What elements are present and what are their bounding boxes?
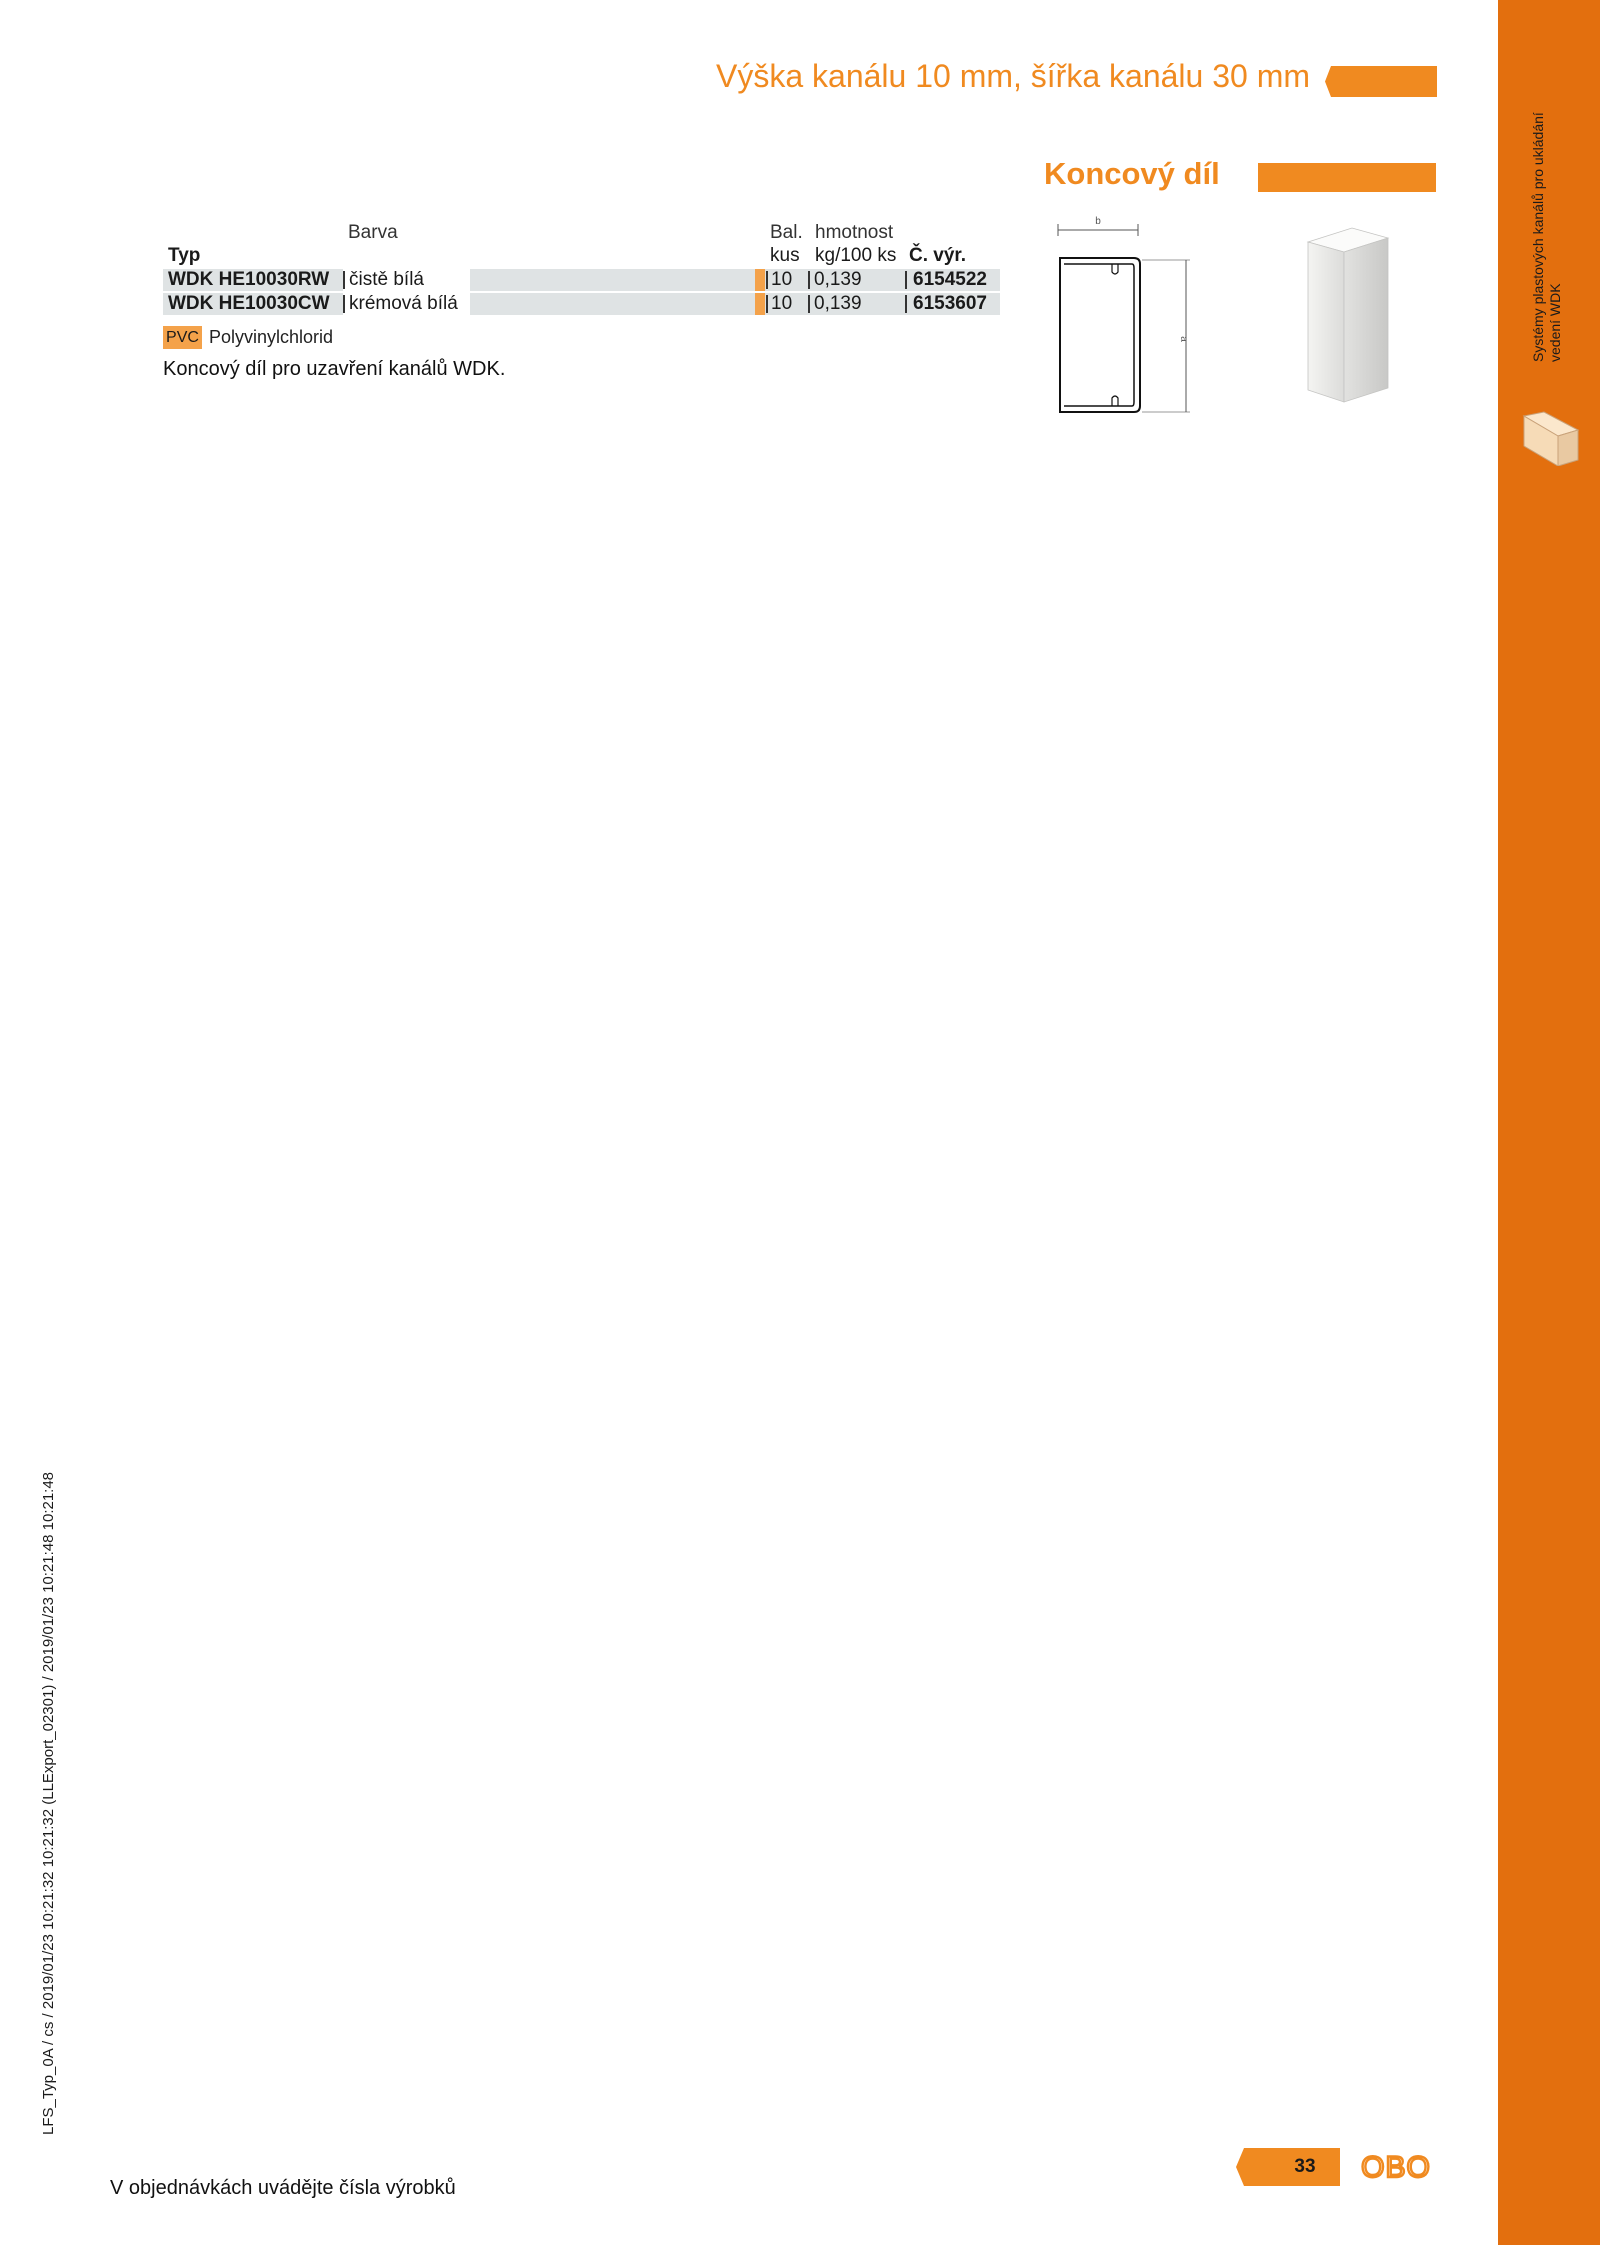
header-weight-2: kg/100 ks (815, 245, 897, 266)
svg-text:OBO: OBO (1361, 2151, 1431, 2182)
header-type: Typ (168, 245, 201, 266)
material-label: Polyvinylchlorid (209, 327, 334, 347)
cell-pack: 10 (771, 269, 793, 290)
print-metadata: LFS_Typ_0A / cs / 2019/01/23 10:21:32 10:21:32 (LLExport_02301) / 2019/01/23 10:21:48 10:21:48 (40, 1471, 57, 2135)
cell-separator (808, 271, 810, 289)
channel-thumbnail-icon (1520, 410, 1582, 466)
sidebar-title: Systémy plastových kanálů pro ukládání vedení WDK (1530, 112, 1563, 362)
header-pack-1: Bal. (770, 222, 803, 243)
cell-separator (766, 295, 768, 313)
cell-pack: 10 (771, 293, 793, 314)
obo-logo (1356, 2150, 1436, 2182)
dim-a-label: a (1178, 336, 1189, 342)
cell-color: krémová bílá (349, 293, 458, 314)
cell-separator (905, 295, 907, 313)
cell-article: 6153607 (913, 293, 987, 314)
table-row (163, 293, 1000, 315)
cell-separator (808, 295, 810, 313)
cell-weight: 0,139 (814, 293, 862, 314)
header-weight-1: hmotnost (815, 222, 894, 243)
product-photo (1300, 218, 1400, 408)
section-title-bar (1258, 163, 1436, 192)
page-header-title: Výška kanálu 10 mm, šířka kanálu 30 mm (715, 58, 1310, 94)
footer-note: V objednávkách uvádějte čísla výrobků (110, 2177, 456, 2199)
section-title: Koncový díl (1044, 156, 1220, 191)
cell-article: 6154522 (913, 269, 987, 290)
product-description: Koncový díl pro uzavření kanálů WDK. (163, 358, 506, 380)
technical-drawing (1050, 212, 1195, 417)
cell-separator (766, 271, 768, 289)
material-badge: PVC (163, 326, 202, 349)
table-row (163, 269, 1000, 291)
dim-b-label: b (1095, 216, 1101, 227)
header-article: Č. výr. (909, 245, 967, 266)
header-color: Barva (348, 222, 398, 243)
cell-separator (905, 271, 907, 289)
pack-marker (755, 293, 765, 315)
header-tab-marker (1325, 66, 1437, 97)
cell-type: WDK HE10030CW (168, 293, 330, 314)
cell-separator (343, 295, 345, 313)
cell-color: čistě bílá (349, 269, 424, 290)
page-number: 33 (1294, 2156, 1316, 2177)
cell-type: WDK HE10030RW (168, 269, 330, 290)
pack-marker (755, 269, 765, 291)
cell-separator (343, 271, 345, 289)
header-pack-2: kus (770, 245, 800, 266)
cell-weight: 0,139 (814, 269, 862, 290)
